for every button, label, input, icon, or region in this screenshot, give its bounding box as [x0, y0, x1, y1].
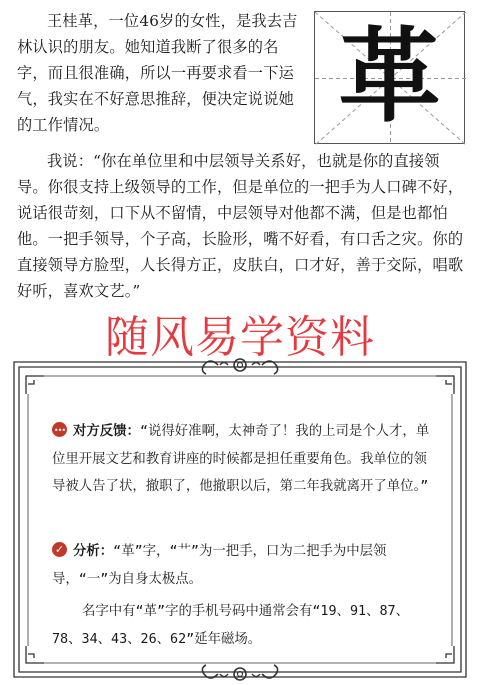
phone-number-note: 名字中有“革”字的手机号码中通常会有“19、91、87、78、34、43、26、62”延年磁场。: [52, 604, 409, 647]
featured-character: 革: [338, 17, 441, 137]
feedback-label: 对方反馈：: [73, 424, 140, 439]
comment-dots-icon: [52, 422, 67, 437]
character-grid-box: [314, 11, 465, 144]
watermark-text: 随风易学资料: [105, 312, 375, 363]
analysis-text: “革”字，“艹”为一把手，口为二把手为中层领导，“一”为自身太极点。: [52, 544, 387, 587]
speech-paragraph: 我说：“你在单位里和中层领导关系好，也就是你的直接领导。你很支持上级领导的工作，但是单位的一把手为人口碑不好，说话很苛刻，口下从不留情，中层领导对他都不满，但是也都怕他。一把手领导，个子高，长脸形，嘴不好看，有口舌之灾。你的直接领导方脸型，人长得方正，皮肤白，口才好，善于交际，唱歌好听，喜欢文艺。”: [17, 152, 464, 300]
feedback-text: “说得好准啊，太神奇了！我的上司是个人才，单位里开展文艺和教育讲座的时候都是担任重要角色。我单位的领导被人告了状，撤职了，他撤职以后，第二年我就离开了单位。”: [52, 424, 430, 494]
analysis-paragraph: [52, 538, 436, 593]
check-circle-icon: [52, 542, 67, 557]
analysis-label: 分析：: [73, 544, 114, 559]
feedback-paragraph: [52, 418, 436, 501]
intro-paragraph: 王桂革，一位46岁的女性，是我去吉林认识的朋友。她知道我断了很多的名字，而且很准确，所以一再要求看一下运气，我实在不好意思推辞，便决定说说她的工作情况。: [17, 12, 298, 134]
